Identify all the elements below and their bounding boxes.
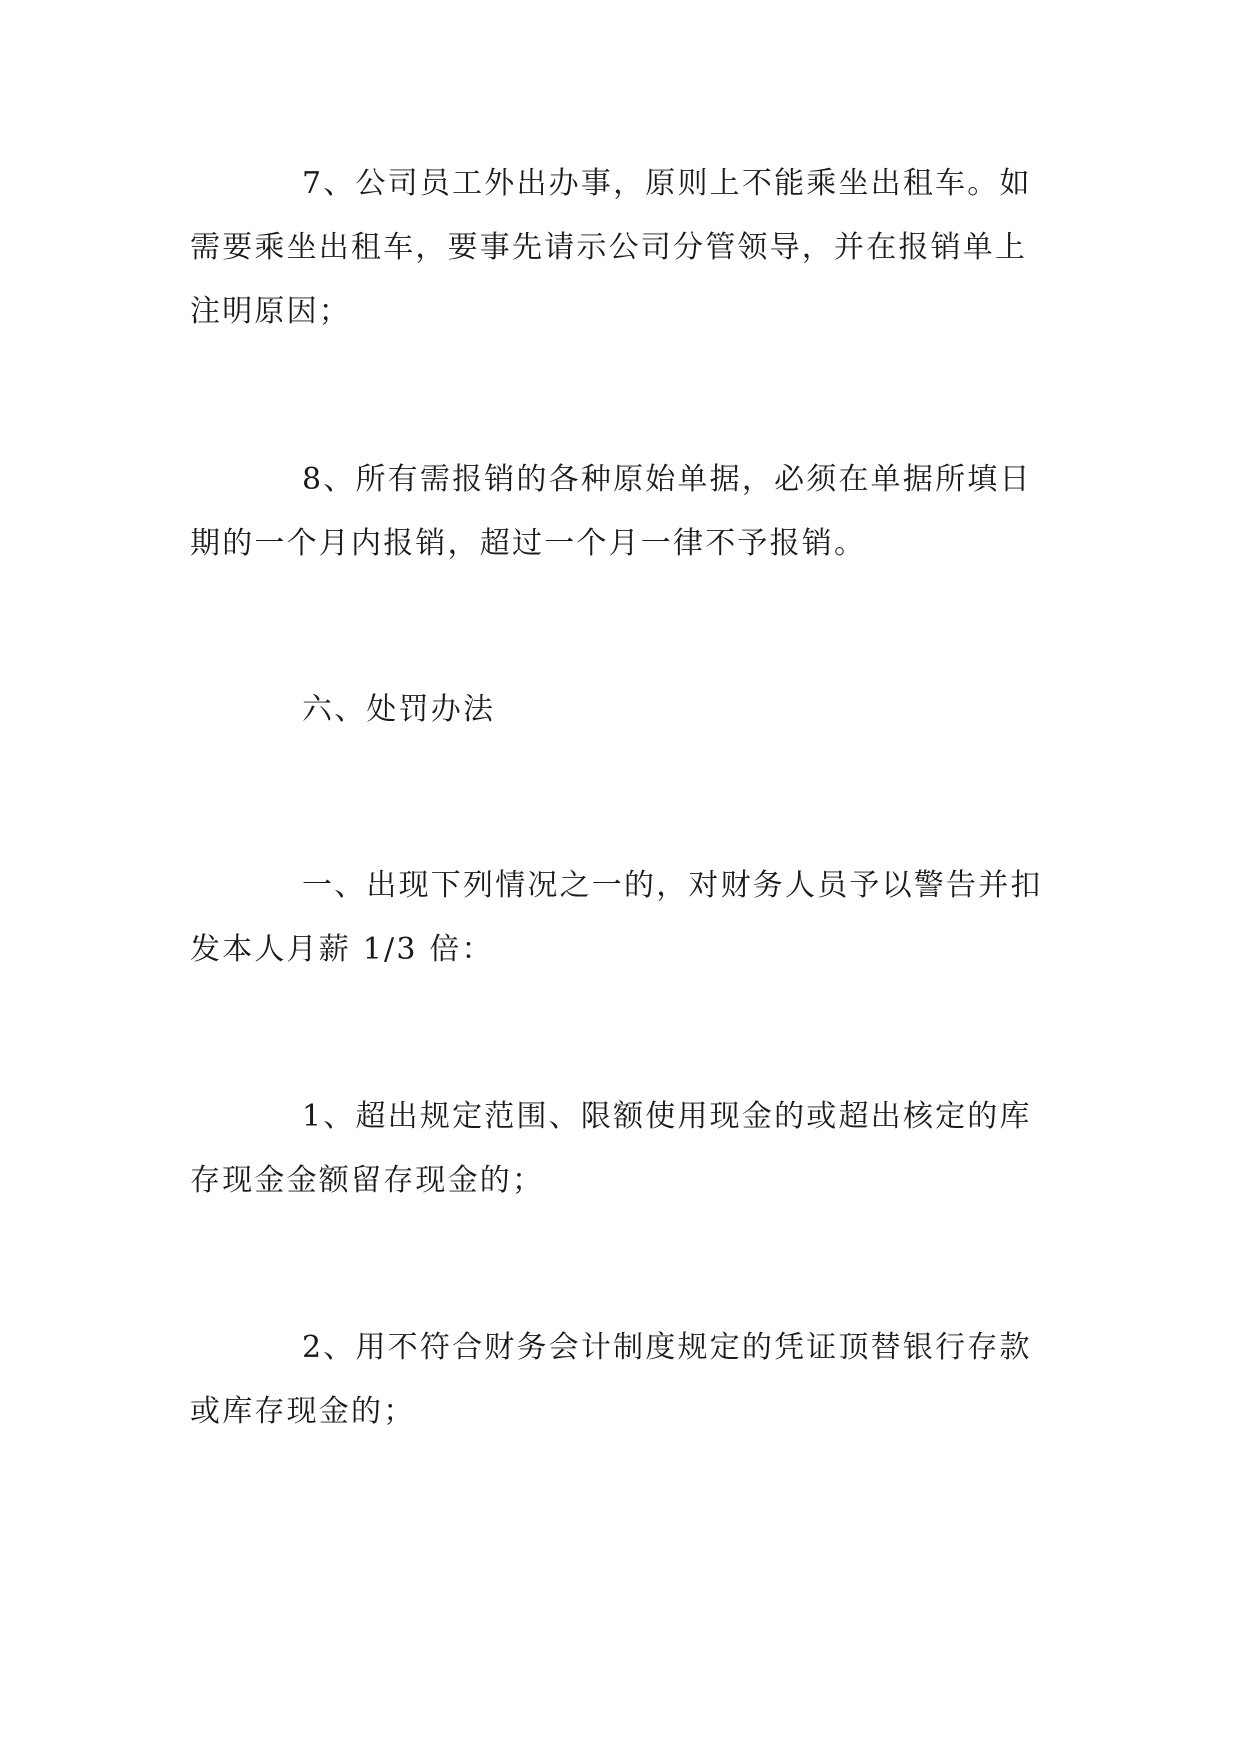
paragraph-item-1: 1、超出规定范围、限额使用现金的或超出核定的库存现金金额留存现金的； [190, 1099, 1032, 1198]
paragraph-warning-clause: 一、出现下列情况之一的，对财务人员予以警告并扣发本人月薪 1/3 倍： [190, 868, 1043, 967]
paragraph-item-2: 2、用不符合财务会计制度规定的凭证顶替银行存款或库存现金的； [190, 1330, 1032, 1429]
paragraph-8-reimbursement-deadline: 8、所有需报销的各种原始单据，必须在单据所填日期的一个月内报销，超过一个月一律不予报销。 [190, 462, 1032, 561]
section-heading-penalties: 六、处罚办法 [302, 692, 496, 727]
paragraph-7-taxi-rule: 7、公司员工外出办事，原则上不能乘坐出租车。如需要乘坐出租车，要事先请示公司分管领导，并在报销单上注明原因； [190, 166, 1032, 329]
